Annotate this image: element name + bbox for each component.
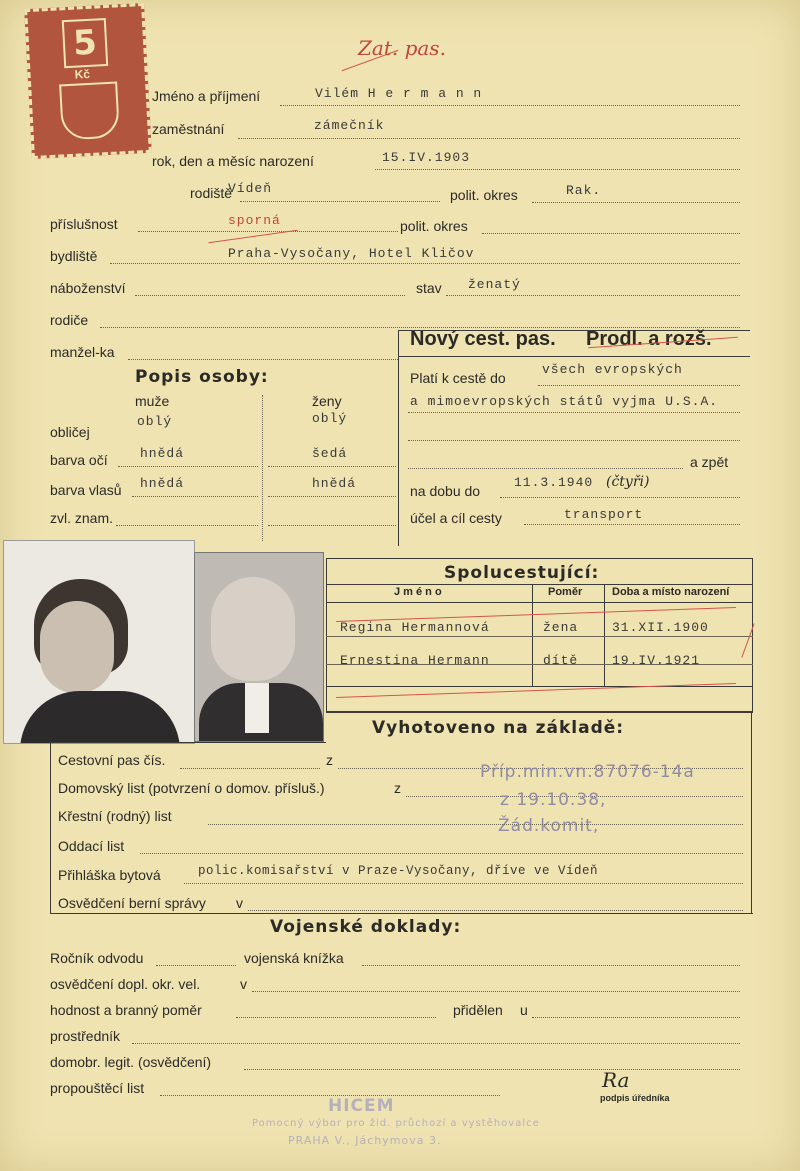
district-value: Rak. <box>566 183 602 198</box>
handwritten-note: Zat. pas. <box>358 36 446 60</box>
photo-man <box>194 552 324 742</box>
valid-value-1: všech evropských <box>542 362 683 377</box>
district2-label: polit. okres <box>400 218 468 234</box>
eyes-female: šedá <box>312 446 348 461</box>
hicem-stamp-line2: Pomocný výbor pro žid. průchozí a vystěhovalce <box>252 1118 540 1129</box>
lion-emblem-icon <box>59 81 120 140</box>
legit-label: domobr. legit. (osvědčení) <box>50 1054 212 1070</box>
birth-value: 15.IV.1903 <box>382 150 471 165</box>
domicile-label: Domovský list (potvrzení o domov. přísluš.) <box>58 780 325 796</box>
hicem-stamp-line1: HICEM <box>328 1096 395 1116</box>
purpose-label: účel a cíl cesty <box>410 510 502 526</box>
return-label: a zpět <box>690 454 729 470</box>
col-name: J m é n o <box>394 586 442 598</box>
occupation-label: zaměstnání <box>152 121 225 137</box>
residence-label: bydliště <box>50 248 98 264</box>
cert-v: v <box>240 976 247 992</box>
military-title: Vojenské doklady: <box>270 917 462 937</box>
domicile-z: z <box>394 780 401 796</box>
duration-hand: (čtyři) <box>606 474 650 490</box>
citizenship-label: příslušnost <box>50 216 118 232</box>
hair-male: hnědá <box>140 476 185 491</box>
marks-label: zvl. znam. <box>50 510 114 526</box>
residence-value: Praha-Vysočany, Hotel Kličov <box>228 246 475 261</box>
signature-hand: Ra <box>602 1068 630 1092</box>
companion-date: 19.IV.1921 <box>612 653 701 668</box>
intermediary-label: prostředník <box>50 1028 121 1044</box>
ministry-stamp-line1: Příp.min.vn.87076-14a <box>480 762 695 782</box>
female-col: ženy <box>312 393 342 409</box>
parents-label: rodiče <box>50 312 89 328</box>
citizenship-value: sporná <box>228 213 281 228</box>
valid-value-2: a mimoevropských států vyjma U.S.A. <box>410 394 719 409</box>
marriage-label: Oddací list <box>58 838 125 854</box>
male-col: muže <box>135 393 170 409</box>
face-label: obličej <box>50 424 90 440</box>
purpose-value: transport <box>564 507 644 522</box>
passport-no-label: Cestovní pas čís. <box>58 752 166 768</box>
birthplace-value: Vídeň <box>228 181 273 196</box>
ministry-stamp-line3: Žád.komit, <box>498 816 600 836</box>
duration-value: 11.3.1940 <box>514 475 594 490</box>
eyes-male: hnědá <box>140 446 185 461</box>
name-label: Jméno a příjmení <box>152 88 261 104</box>
face-female: oblý <box>312 411 348 426</box>
registration-label: Přihláška bytová <box>58 867 161 883</box>
eyes-label: barva očí <box>50 452 108 468</box>
companions-title: Spolucestující: <box>444 563 600 583</box>
issued-title: Vyhotoveno na základě: <box>372 718 625 738</box>
hair-female: hnědá <box>312 476 357 491</box>
passport-ext-title: Prodl. a rozš. <box>586 328 712 350</box>
military-book-label: vojenská knížka <box>244 950 344 966</box>
duration-label: na dobu do <box>410 483 481 499</box>
stamp-value: 5 <box>62 18 108 68</box>
companion-date: 31.XII.1900 <box>612 620 709 635</box>
companion-relation: žena <box>543 620 579 635</box>
hicem-stamp-line3: PRAHA V., Jáchymova 3. <box>288 1134 442 1147</box>
birthplace-label: rodiště <box>190 185 233 201</box>
revenue-stamp <box>24 3 152 159</box>
tax-label: Osvědčení berní správy <box>58 895 206 911</box>
hair-label: barva vlasů <box>50 482 122 498</box>
signature-label: podpis úředníka <box>600 1093 670 1103</box>
face-male: oblý <box>137 414 173 429</box>
ministry-stamp-line2: z 19.10.38, <box>500 790 607 810</box>
description-title: Popis osoby: <box>135 367 269 387</box>
tax-v: v <box>236 895 243 911</box>
baptism-label: Křestní (rodný) list <box>58 808 172 824</box>
col-date: Doba a místo narození <box>612 586 730 598</box>
status-value: ženatý <box>468 277 521 292</box>
passport-no-z: z <box>326 752 333 768</box>
name-value: Vilém H e r m a n n <box>315 86 483 101</box>
companion-name: Regina Hermannová <box>340 620 490 635</box>
valid-label: Platí k cestě do <box>410 370 506 386</box>
rank-label: hodnost a branný poměr <box>50 1002 202 1018</box>
col-relation: Poměr <box>548 586 583 598</box>
assigned-label: přidělen <box>453 1002 503 1018</box>
cert-label: osvědčení dopl. okr. vel. <box>50 976 201 992</box>
passport-new-title: Nový cest. pas. <box>410 328 556 350</box>
spouse-label: manžel-ka <box>50 344 115 360</box>
companion-relation: dítě <box>543 653 579 668</box>
companion-name: Ernestina Hermann <box>340 653 490 668</box>
occupation-value: zámečník <box>314 118 385 133</box>
district-label: polit. okres <box>450 187 518 203</box>
registration-value: polic.komisařství v Praze-Vysočany, dříve ve Vídeň <box>198 864 599 878</box>
year-label: Ročník odvodu <box>50 950 144 966</box>
birth-label: rok, den a měsíc narození <box>152 153 314 169</box>
status-label: stav <box>416 280 442 296</box>
religion-label: náboženství <box>50 280 126 296</box>
assigned-u: u <box>520 1002 528 1018</box>
discharge-label: propouštěcí list <box>50 1080 145 1096</box>
photo-woman <box>3 540 195 744</box>
stamp-currency: Kč <box>74 66 91 82</box>
